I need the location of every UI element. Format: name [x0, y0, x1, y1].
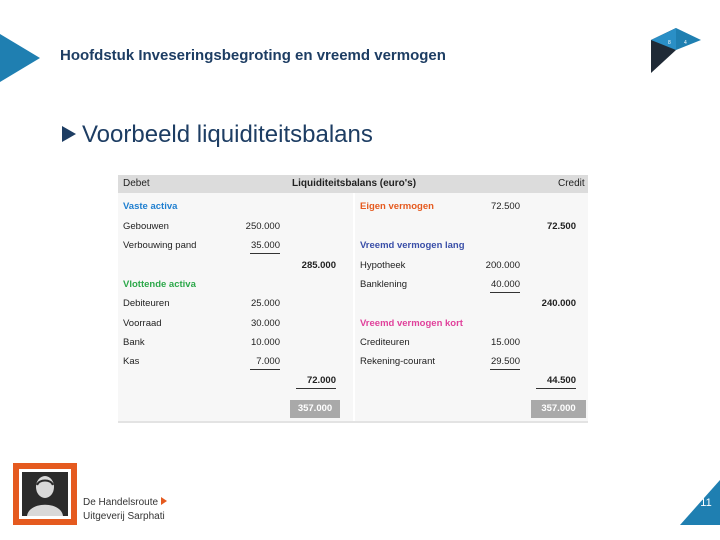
item-value: 15.000 [490, 337, 520, 348]
subtotal-eigen-vermogen: 72.500 [546, 221, 576, 232]
header-credit: Credit [558, 178, 585, 189]
chapter-title: Hoofdstuk Inveseringsbegroting en vreemd vermogen [60, 47, 446, 64]
total-credit: 357.000 [531, 400, 586, 418]
publisher-subtitle: Uitgeverij Sarphati [83, 511, 165, 522]
svg-text:8: 8 [668, 40, 671, 46]
left-accent-triangle [0, 34, 40, 82]
item-name: Gebouwen [123, 221, 169, 232]
sum-line [536, 388, 576, 389]
item-value: 29.500 [490, 356, 520, 367]
sum-line [490, 292, 520, 293]
item-name: Rekening-courant [360, 356, 435, 367]
publisher-line-1: De Handelsroute [83, 497, 159, 508]
subtotal-vlottende-activa: 72.000 [306, 375, 336, 386]
page-number: 11 [700, 497, 712, 509]
subtotal-vreemd-kort: 44.500 [546, 375, 576, 386]
item-name: Bank [123, 337, 145, 348]
section-vreemd-vermogen-kort: Vreemd vermogen kort [360, 318, 463, 329]
item-value: 200.000 [485, 260, 520, 271]
bullet-arrow-icon [62, 126, 76, 142]
item-name: Banklening [360, 279, 408, 290]
section-vreemd-vermogen-lang: Vreemd vermogen lang [360, 240, 465, 251]
liquidity-balance-table [118, 175, 588, 423]
column-divider [353, 193, 355, 421]
subtotal-vreemd-lang: 240.000 [541, 298, 576, 309]
publisher-name [83, 497, 167, 508]
sum-line [490, 369, 520, 370]
total-debet: 357.000 [290, 400, 340, 418]
header-debet: Debet [123, 178, 150, 189]
section-eigen-vermogen: Eigen vermogen [360, 201, 434, 212]
item-name: Voorraad [123, 318, 162, 329]
slide-title-text: Voorbeeld liquiditeitsbalans [82, 121, 373, 148]
item-name: Kas [123, 356, 140, 367]
svg-text:4: 4 [684, 40, 687, 46]
sum-line [250, 369, 280, 370]
item-name: Hypotheek [360, 260, 406, 271]
item-name: Crediteuren [360, 337, 410, 348]
slide-title [62, 121, 373, 149]
item-value: 40.000 [490, 279, 520, 290]
section-vaste-activa: Vaste activa [123, 201, 178, 212]
item-value: 7.000 [256, 356, 280, 367]
corner-cube-logo-icon [651, 28, 701, 73]
publisher-arrow-icon [161, 497, 167, 505]
subtotal-vaste-activa: 285.000 [301, 260, 336, 271]
item-value: 30.000 [250, 318, 280, 329]
item-value: 35.000 [250, 240, 280, 251]
item-name: Verbouwing pand [123, 240, 197, 251]
header-title: Liquiditeitsbalans (euro's) [292, 178, 417, 189]
item-value: 250.000 [245, 221, 280, 232]
item-name: Debiteuren [123, 298, 170, 309]
section-vlottende-activa: Vlottende activa [123, 279, 196, 290]
sum-line [296, 388, 336, 389]
item-value: 25.000 [250, 298, 280, 309]
item-value: 72.500 [490, 201, 520, 212]
portrait-logo-icon [13, 463, 77, 525]
item-value: 10.000 [250, 337, 280, 348]
sum-line [250, 253, 280, 254]
